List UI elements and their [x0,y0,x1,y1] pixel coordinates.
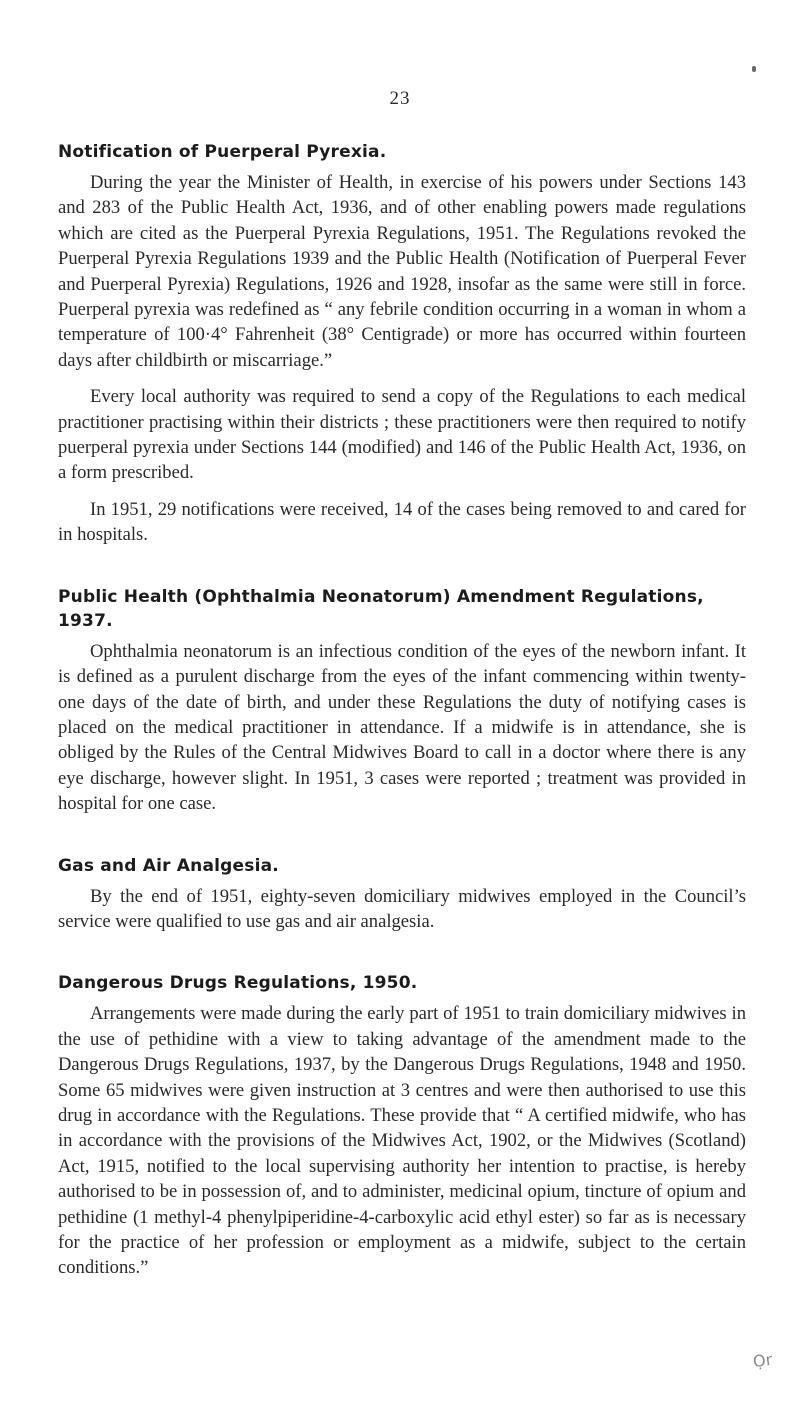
section-spacer [58,559,746,585]
paragraph: By the end of 1951, eighty-seven domiciliary midwives employed in the Council’s service were qualified to use gas and air analgesia. [58,885,746,932]
section-puerperal-pyrexia [58,140,746,548]
section-ophthalmia-neonatorum [58,585,746,817]
section-gas-air-analgesia [58,854,746,935]
page-number: 23 [389,88,411,109]
section-heading: Dangerous Drugs Regulations, 1950. [58,973,418,994]
paragraph: Every local authority was required to send a copy of the Regulations to each medical practitioner practising within their districts ; these practitioners were then required to notify puerperal pyrexia under Sections 144 (modified) and 146 of the Public Health Act, 1936, on a form prescribed. [58,386,746,484]
paragraph: Ophthalmia neonatorum is an infectious condition of the eyes of the newborn infant. It is defined as a purulent discharge from the eyes of the infant commencing within twenty-one days of the date of birth, and under these Regulations the duty of notifying cases is placed on the medical practitioner in attendance. If a midwife is in attendance, she is obliged by the Rules of the Central Midwives Board to call in a doctor where there is any eye discharge, however slight. In 1951, 3 cases were reported ; treatment was provided in hospital for one case. [58,640,746,815]
section-heading: Public Health (Ophthalmia Neonatorum) Amendment Regulations, 1937. [58,586,704,631]
paragraph: During the year the Minister of Health, in exercise of his powers under Sections 143 and 283 of the Public Health Act, 1936, and of other enabling powers made regulations which are cited as the Puerperal Pyrexia Regulations, 1951. The Regulations revoked the Puerperal Pyrexia Regulations 1939 and the Public Health (Notification of Puerperal Fever and Puerperal Pyrexia) Regulations, 1926 and 1928, insofar as the same were still in force. Puerperal pyrexia was redefined as “ any febrile condition occurring in a woman in whom a temperature of 100·4° Fahrenheit (38° Centigrade) or more has occurred within fourteen days after childbirth or miscarriage.” [58,172,746,371]
section-spacer [58,828,746,854]
section-dangerous-drugs [58,971,746,1280]
paragraph: In 1951, 29 notifications were received, 14 of the cases being removed to and cared for in hospitals. [58,498,746,546]
scan-speck [752,66,756,72]
page-content [58,140,746,1292]
section-spacer [58,945,746,971]
paragraph: Arrangements were made during the early part of 1951 to train domiciliary midwives in the use of pethidine with a view to taking advantage of the amendment made to the Dangerous Drugs Regulations, 1937, by the Dangerous Drugs Regulations, 1948 and 1950. Some 65 midwives were given instruction at 3 centres and were then authorised to use this drug in accordance with the Regulations. These provide that “ A certified midwife, who has in accordance with the provisions of the Midwives Act, 1902, or the Midwives (Scotland) Act, 1915, notified to the local supervising authority her intention to practise, is hereby authorised to be in possession of, and to administer, medicinal opium, tincture of opium and pethidine (1 methyl-4 phenylpiperidine-4-carboxylic acid ethyl ester) so far as is necessary for the practice of her profession or employment as a midwife, subject to the certain conditions.” [58,1003,746,1279]
section-heading: Gas and Air Analgesia. [58,855,279,876]
section-heading: Notification of Puerperal Pyrexia. [58,142,387,162]
handwritten-corner-mark: Ọr [751,1349,774,1372]
